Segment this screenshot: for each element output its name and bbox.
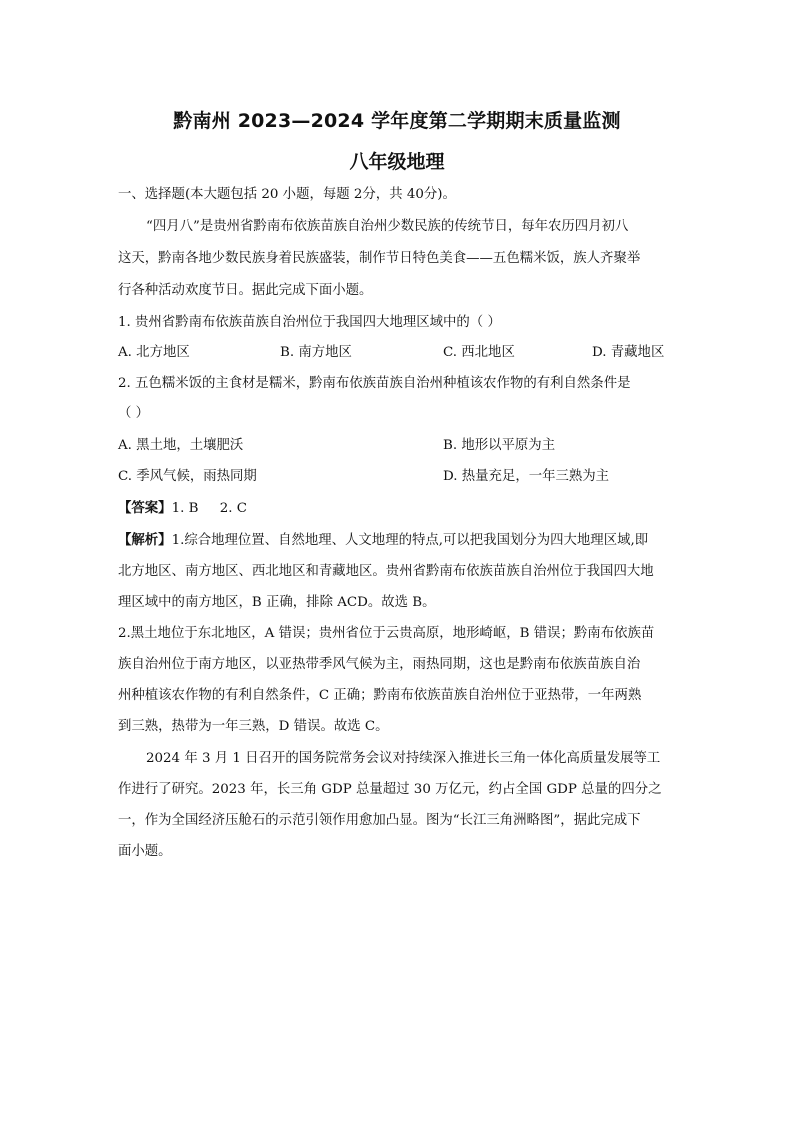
- analysis-text: 1.综合地理位置、自然地理、人文地理的特点,可以把我国划分为四大地理区域,即: [171, 533, 649, 548]
- q1-option-a: A. 北方地区: [118, 345, 190, 360]
- q1-option-b: B. 南方地区: [280, 345, 352, 360]
- passage2-line: 作进行了研究。2023 年，长三角 GDP 总量超过 30 万亿元，约占全国 GDP 总量的四分之: [118, 782, 662, 797]
- analysis-line: 理区域中的南方地区，B 正确，排除 ACD。故选 B。: [118, 595, 436, 610]
- answer-label: 【答案】: [118, 500, 172, 516]
- q1-option-d: D. 青藏地区: [592, 345, 665, 360]
- question2-stem-cont: （ ）: [118, 406, 150, 421]
- passage2-line: 一，作为全国经济压舱石的示范引领作用愈加凸显。图为“长江三角洲略图”，据此完成下: [118, 813, 641, 828]
- page-title: 黔南州 2023—2024 学年度第二学期期末质量监测: [173, 110, 621, 132]
- q2-option-a: A. 黑土地，土壤肥沃: [118, 438, 244, 453]
- analysis-line: 北方地区、南方地区、西北地区和青藏地区。贵州省黔南布依族苗族自治州位于我国四大地: [118, 564, 654, 579]
- analysis-line: 州种植该农作物的有利自然条件，C 正确；黔南布依族苗族自治州位于亚热带，一年两熟: [118, 688, 642, 703]
- answer-text: 1. B 2. C: [171, 501, 247, 516]
- analysis-line: 到三熟，热带为一年三熟，D 错误。故选 C。: [118, 719, 389, 734]
- analysis-line: 2.黑土地位于东北地区，A 错误；贵州省位于云贵高原，地形崎岖，B 错误；黔南布依族苗: [118, 626, 655, 641]
- q2-option-c: C. 季风气候，雨热同期: [118, 469, 257, 484]
- q1-option-c: C. 西北地区: [443, 345, 515, 360]
- page-subtitle: 八年级地理: [349, 151, 445, 173]
- answer-line: [118, 498, 678, 519]
- passage1-line: “四月八”是贵州省黔南布依族苗族自治州少数民族的传统节日，每年农历四月初八: [146, 219, 629, 234]
- q2-option-b: B. 地形以平原为主: [443, 438, 556, 453]
- passage2-line: 面小题。: [118, 844, 172, 859]
- passage2-line: 2024 年 3 月 1 日召开的国务院常务会议对持续深入推进长三角一体化高质量发展等工: [146, 751, 661, 766]
- passage1-line: 行各种活动欢度节日。据此完成下面小题。: [118, 283, 373, 298]
- section-heading: 一、选择题(本大题包括 20 小题，每题 2分，共 40分)。: [118, 187, 456, 202]
- analysis-line: [118, 530, 678, 551]
- passage1-line: 这天，黔南各地少数民族身着民族盛装，制作节日特色美食——五色糯米饭，族人齐聚举: [118, 251, 641, 266]
- analysis-label: 【解析】: [118, 532, 172, 548]
- question1-stem: 1. 贵州省黔南布依族苗族自治州位于我国四大地理区域中的（ ）: [118, 315, 501, 330]
- analysis-line: 族自治州位于南方地区，以亚热带季风气候为主，雨热同期，这也是黔南布依族苗族自治: [118, 657, 641, 672]
- q2-option-d: D. 热量充足，一年三熟为主: [443, 469, 610, 484]
- question2-stem: 2. 五色糯米饭的主食材是糯米，黔南布依族苗族自治州种植该农作物的有利自然条件是: [118, 376, 631, 391]
